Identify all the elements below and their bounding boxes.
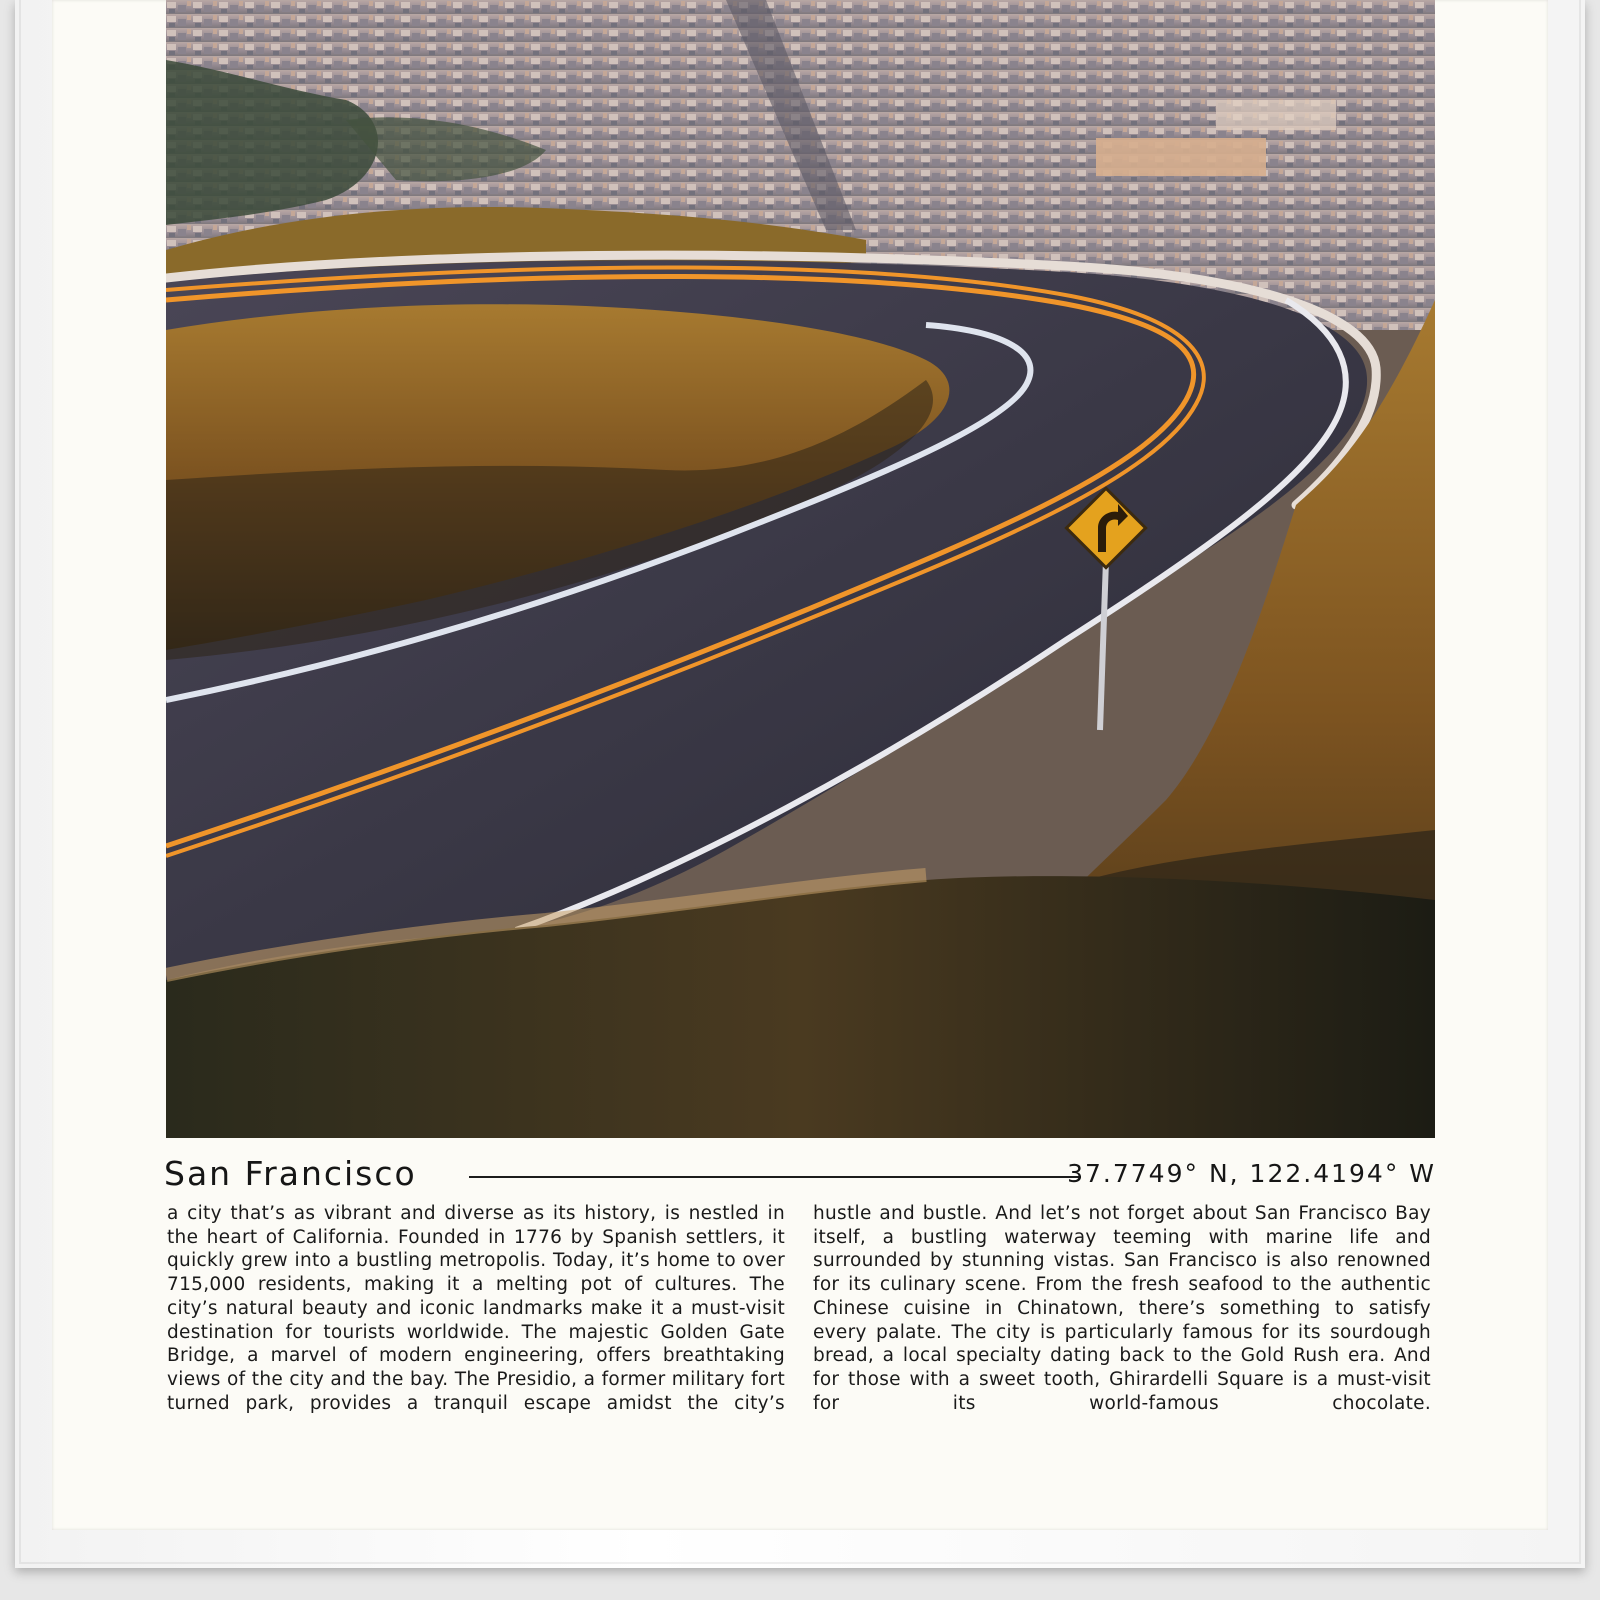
caption-row xyxy=(164,1150,1436,1198)
description-left-column: a city that’s as vibrant and diverse as its history, is nestled in the heart of California. Founded in 1776 by Spanish settlers, it quickly grew into a bustling metropolis. Today, it’s home to over 715,000 residents, making it a melting pot of cultures. The city’s natural beauty and iconic landmarks make it a must-visit destination for tourists worldwide. The majestic Golden Gate Bridge, a marvel of modern engineering, offers breathtaking views of the city and the bay. The Presidio, a former military fort turned park, provides a tranquil escape amidst the city’s xyxy=(167,1203,785,1414)
poster-title: San Francisco xyxy=(164,1154,417,1193)
coordinates: 37.7749° N, 122.4194° W xyxy=(1067,1159,1436,1188)
description-right-column: hustle and bustle. And let’s not forget about San Francisco Bay itself, a bustling waterway teeming with marine life and surrounded by stunning vistas. San Francisco is also renowned for its culinary scene. From the fresh seafood to the authentic Chinese cuisine in Chinatown, there’s something to satisfy every palate. The city is particularly famous for its sourdough bread, a local specialty dating back to the Gold Rush era. And for those with a sweet tooth, Ghirardelli Square is a must-visit for its world-famous chocolate. xyxy=(813,1203,1431,1414)
title-divider xyxy=(469,1176,1081,1178)
poster-photo xyxy=(166,0,1435,1138)
